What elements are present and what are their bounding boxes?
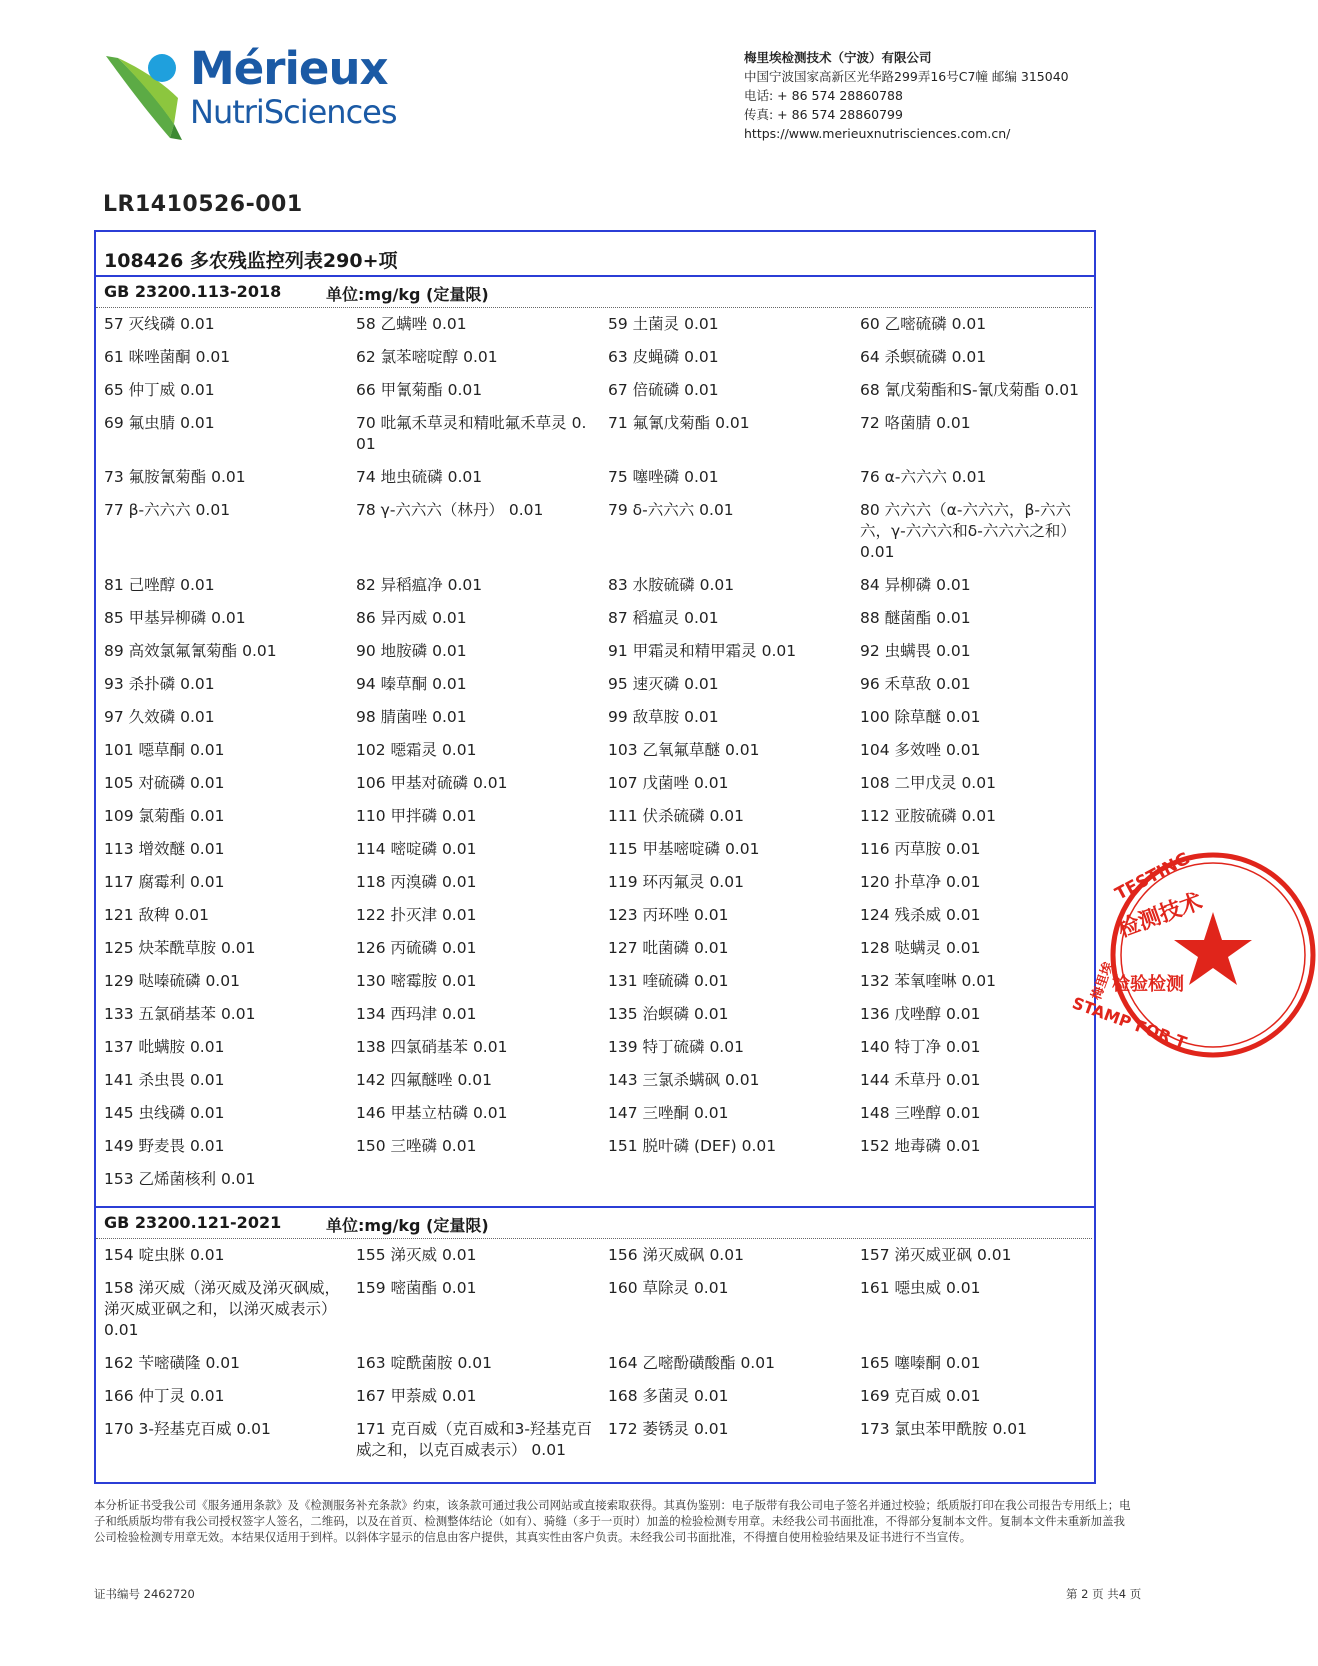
pesticide-item: 97 久效磷 0.01 — [104, 708, 215, 726]
pesticide-item: 79 δ-六六六 0.01 — [608, 501, 734, 519]
pesticide-item: 154 啶虫脒 0.01 — [104, 1246, 225, 1264]
pesticide-item: 102 噁霜灵 0.01 — [356, 741, 477, 759]
pesticide-item: 163 啶酰菌胺 0.01 — [356, 1354, 492, 1372]
table-title: 108426 多农残监控列表290+项 — [96, 232, 1094, 277]
pesticide-item: 136 戊唑醇 0.01 — [860, 1005, 981, 1023]
pesticide-item: 140 特丁净 0.01 — [860, 1038, 981, 1056]
pesticide-item: 58 乙螨唑 0.01 — [356, 315, 467, 333]
pesticide-item: 112 亚胺硫磷 0.01 — [860, 807, 996, 825]
pesticide-item: 103 乙氧氟草醚 0.01 — [608, 741, 760, 759]
pesticide-item: 127 吡菌磷 0.01 — [608, 939, 729, 957]
unit-label: 单位:mg/kg (定量限) — [326, 1216, 489, 1235]
pesticide-item: 173 氯虫苯甲酰胺 0.01 — [860, 1420, 1027, 1438]
pesticide-item: 65 仲丁威 0.01 — [104, 381, 215, 399]
section-header — [96, 277, 1092, 308]
pesticide-item: 116 丙草胺 0.01 — [860, 840, 981, 858]
pesticide-item: 64 杀螟硫磷 0.01 — [860, 348, 987, 366]
pesticide-item: 157 涕灭威亚砜 0.01 — [860, 1246, 1012, 1264]
pesticide-item: 95 速灭磷 0.01 — [608, 675, 719, 693]
pesticide-item: 148 三唑醇 0.01 — [860, 1104, 981, 1122]
pesticide-item: 145 虫线磷 0.01 — [104, 1104, 225, 1122]
company-name: 梅里埃检测技术（宁波）有限公司 — [744, 50, 932, 65]
pesticide-item: 168 多菌灵 0.01 — [608, 1387, 729, 1405]
pesticide-item: 151 脱叶磷 (DEF) 0.01 — [608, 1137, 777, 1155]
pesticide-item: 83 水胺硫磷 0.01 — [608, 576, 735, 594]
pesticide-item: 121 敌稗 0.01 — [104, 906, 209, 924]
pesticide-item: 86 异丙威 0.01 — [356, 609, 467, 627]
pesticide-item: 144 禾草丹 0.01 — [860, 1071, 981, 1089]
pesticide-item: 63 皮蝇磷 0.01 — [608, 348, 719, 366]
pesticide-item: 105 对硫磷 0.01 — [104, 774, 225, 792]
pesticide-item: 107 戊菌唑 0.01 — [608, 774, 729, 792]
pesticide-item: 118 丙溴磷 0.01 — [356, 873, 477, 891]
pesticide-item: 119 环丙氟灵 0.01 — [608, 873, 744, 891]
pesticide-item: 164 乙嘧酚磺酸酯 0.01 — [608, 1354, 775, 1372]
pesticide-table — [94, 230, 1096, 1484]
pesticide-item: 75 噻唑磷 0.01 — [608, 468, 719, 486]
pesticide-item: 66 甲氰菊酯 0.01 — [356, 381, 483, 399]
pesticide-item: 72 咯菌腈 0.01 — [860, 414, 971, 432]
pesticide-item: 98 腈菌唑 0.01 — [356, 708, 467, 726]
pesticide-item: 124 残杀威 0.01 — [860, 906, 981, 924]
pesticide-item: 129 哒嗪硫磷 0.01 — [104, 972, 240, 990]
pesticide-item: 134 西玛津 0.01 — [356, 1005, 477, 1023]
pesticide-item: 158 涕灭威（涕灭威及涕灭砜威，涕灭威亚砜之和，以涕灭威表示） 0.01 — [104, 1279, 341, 1339]
pesticide-item: 93 杀扑磷 0.01 — [104, 675, 215, 693]
pesticide-item: 71 氟氰戊菊酯 0.01 — [608, 414, 750, 432]
pesticide-item: 99 敌草胺 0.01 — [608, 708, 719, 726]
pesticide-item: 114 嘧啶磷 0.01 — [356, 840, 477, 858]
pesticide-item: 143 三氯杀螨砜 0.01 — [608, 1071, 760, 1089]
logo-mark-icon — [104, 48, 190, 144]
pesticide-item: 141 杀虫畏 0.01 — [104, 1071, 225, 1089]
pesticide-item: 68 氰戊菊酯和S-氰戊菊酯 0.01 — [860, 381, 1080, 399]
section-header — [96, 1208, 1092, 1239]
pesticide-item: 110 甲拌磷 0.01 — [356, 807, 477, 825]
pesticide-item: 109 氯菊酯 0.01 — [104, 807, 225, 825]
pesticide-item: 59 土菌灵 0.01 — [608, 315, 719, 333]
pesticide-item: 161 噁虫威 0.01 — [860, 1279, 981, 1297]
pesticide-item: 111 伏杀硫磷 0.01 — [608, 807, 744, 825]
pesticide-item: 74 地虫硫磷 0.01 — [356, 468, 483, 486]
pesticide-item: 139 特丁硫磷 0.01 — [608, 1038, 744, 1056]
pesticide-item: 171 克百威（克百威和3-羟基克百威之和，以克百威表示） 0.01 — [356, 1420, 592, 1459]
pesticide-item: 155 涕灭威 0.01 — [356, 1246, 477, 1264]
stamp-text-outer: TESTING — [1112, 848, 1194, 905]
pesticide-item: 57 灭线磷 0.01 — [104, 315, 215, 333]
pesticide-item: 130 嘧霉胺 0.01 — [356, 972, 477, 990]
pesticide-item: 117 腐霉利 0.01 — [104, 873, 225, 891]
pesticide-item: 165 噻嗪酮 0.01 — [860, 1354, 981, 1372]
logo-text-merieux: Mérieux — [190, 42, 388, 95]
pesticide-item: 77 β-六六六 0.01 — [104, 501, 231, 519]
pesticide-item: 94 嗪草酮 0.01 — [356, 675, 467, 693]
company-phone: 电话: + 86 574 28860788 — [744, 88, 903, 103]
pesticide-item: 76 α-六六六 0.01 — [860, 468, 987, 486]
disclaimer-text: 本分析证书受我公司《服务通用条款》及《检测服务补充条款》约束，该条款可通过我公司网站或直接索取获得。其真伪鉴别：电子版带有我公司电子签名并通过校验；纸质版打印在我公司报告专用纸上；电子和纸质版均带有我公司授权签字人签名，二维码，以及在首页、检测整体结论（如有）、骑缝（多于一页时）加盖的检验检测专用章。未经我公司书面批准，不得部分复制本文件。复制本文件未重新加盖我公司检验检测专用章无效。本结果仅适用于到样。以斜体字显示的信息由客户提供，其真实性由客户负责。未经我公司书面批准，不得擅自使用检验结果及证书进行不当宣传。 — [94, 1498, 1131, 1544]
section-gb-23200-113 — [96, 277, 1094, 1206]
pesticide-item: 126 丙硫磷 0.01 — [356, 939, 477, 957]
pesticide-item: 104 多效唑 0.01 — [860, 741, 981, 759]
stamp-text-lower: 检验检测 — [1112, 974, 1184, 995]
pesticide-item: 106 甲基对硫磷 0.01 — [356, 774, 508, 792]
report-id: LR1410526-001 — [103, 192, 303, 217]
certificate-number: 证书编号 2462720 — [94, 1587, 195, 1601]
company-website: https://www.merieuxnutrisciences.com.cn/ — [744, 126, 1011, 141]
pesticide-item: 122 扑灭津 0.01 — [356, 906, 477, 924]
pesticide-item: 137 吡螨胺 0.01 — [104, 1038, 225, 1056]
company-address: 中国宁波国家高新区光华路299弄16号C7幢 邮编 315040 — [744, 69, 1069, 84]
pesticide-item: 156 涕灭威砜 0.01 — [608, 1246, 744, 1264]
pesticide-item: 89 高效氯氟氰菊酯 0.01 — [104, 642, 277, 660]
pesticide-item: 69 氟虫腈 0.01 — [104, 414, 215, 432]
stamp-text-inner: 检测技术 — [1114, 889, 1206, 943]
pesticide-item: 172 萎锈灵 0.01 — [608, 1420, 729, 1438]
stamp-text-bottom: STAMP FOR T — [1069, 993, 1190, 1053]
pesticide-item: 153 乙烯菌核利 0.01 — [104, 1170, 256, 1188]
items-grid — [96, 1239, 1094, 1477]
pesticide-item: 166 仲丁灵 0.01 — [104, 1387, 225, 1405]
pesticide-item: 125 炔苯酰草胺 0.01 — [104, 939, 256, 957]
pesticide-item: 80 六六六（α-六六六，β-六六六，γ-六六六和δ-六六六之和） 0.01 — [860, 501, 1076, 561]
pesticide-item: 128 哒螨灵 0.01 — [860, 939, 981, 957]
pesticide-item: 169 克百威 0.01 — [860, 1387, 981, 1405]
pesticide-item: 67 倍硫磷 0.01 — [608, 381, 719, 399]
pesticide-item: 150 三唑磷 0.01 — [356, 1137, 477, 1155]
pesticide-item: 81 己唑醇 0.01 — [104, 576, 215, 594]
pesticide-item: 85 甲基异柳磷 0.01 — [104, 609, 246, 627]
pesticide-item: 78 γ-六六六（林丹） 0.01 — [356, 501, 544, 519]
pesticide-item: 160 草除灵 0.01 — [608, 1279, 729, 1297]
pesticide-item: 91 甲霜灵和精甲霜灵 0.01 — [608, 642, 797, 660]
standard-code: GB 23200.113-2018 — [104, 282, 282, 301]
pesticide-item: 133 五氯硝基苯 0.01 — [104, 1005, 256, 1023]
pesticide-item: 87 稻瘟灵 0.01 — [608, 609, 719, 627]
pesticide-item: 61 咪唑菌酮 0.01 — [104, 348, 231, 366]
company-fax: 传真: + 86 574 28860799 — [744, 107, 903, 122]
pesticide-item: 132 苯氧喹啉 0.01 — [860, 972, 996, 990]
pesticide-item: 149 野麦畏 0.01 — [104, 1137, 225, 1155]
logo-text-nutrisciences: NutriSciences — [190, 93, 397, 131]
pesticide-item: 135 治螟磷 0.01 — [608, 1005, 729, 1023]
pesticide-item: 62 氯苯嘧啶醇 0.01 — [356, 348, 498, 366]
pesticide-item: 147 三唑酮 0.01 — [608, 1104, 729, 1122]
official-stamp-icon — [1069, 848, 1318, 1060]
pesticide-item: 82 异稻瘟净 0.01 — [356, 576, 483, 594]
standard-code: GB 23200.121-2021 — [104, 1213, 282, 1232]
pesticide-item: 101 噁草酮 0.01 — [104, 741, 225, 759]
pesticide-item: 84 异柳磷 0.01 — [860, 576, 971, 594]
pesticide-item: 96 禾草敌 0.01 — [860, 675, 971, 693]
section-gb-23200-121 — [96, 1208, 1094, 1477]
pesticide-item: 162 苄嘧磺隆 0.01 — [104, 1354, 240, 1372]
pesticide-item: 142 四氟醚唑 0.01 — [356, 1071, 492, 1089]
pesticide-item: 113 增效醚 0.01 — [104, 840, 225, 858]
unit-label: 单位:mg/kg (定量限) — [326, 285, 489, 304]
pesticide-item: 115 甲基嘧啶磷 0.01 — [608, 840, 760, 858]
pesticide-item: 159 嘧菌酯 0.01 — [356, 1279, 477, 1297]
pesticide-item: 70 吡氟禾草灵和精吡氟禾草灵 0.01 — [356, 414, 587, 453]
page-number: 第 2 页 共4 页 — [1066, 1587, 1142, 1601]
pesticide-item: 92 虫螨畏 0.01 — [860, 642, 971, 660]
pesticide-item: 120 扑草净 0.01 — [860, 873, 981, 891]
pesticide-item: 73 氟胺氰菊酯 0.01 — [104, 468, 246, 486]
merieux-logo — [104, 42, 399, 144]
company-info — [744, 48, 1069, 143]
pesticide-item: 167 甲萘威 0.01 — [356, 1387, 477, 1405]
stamp-text-side: 梅里埃 — [1089, 960, 1117, 1003]
pesticide-item: 90 地胺磷 0.01 — [356, 642, 467, 660]
pesticide-item: 88 醚菌酯 0.01 — [860, 609, 971, 627]
items-grid — [96, 308, 1094, 1206]
pesticide-item: 100 除草醚 0.01 — [860, 708, 981, 726]
pesticide-item: 152 地毒磷 0.01 — [860, 1137, 981, 1155]
pesticide-item: 60 乙嘧硫磷 0.01 — [860, 315, 987, 333]
pesticide-item: 146 甲基立枯磷 0.01 — [356, 1104, 508, 1122]
pesticide-item: 108 二甲戊灵 0.01 — [860, 774, 996, 792]
pesticide-item: 170 3-羟基克百威 0.01 — [104, 1420, 271, 1438]
pesticide-item: 123 丙环唑 0.01 — [608, 906, 729, 924]
pesticide-item: 131 喹硫磷 0.01 — [608, 972, 729, 990]
pesticide-item: 138 四氯硝基苯 0.01 — [356, 1038, 508, 1056]
